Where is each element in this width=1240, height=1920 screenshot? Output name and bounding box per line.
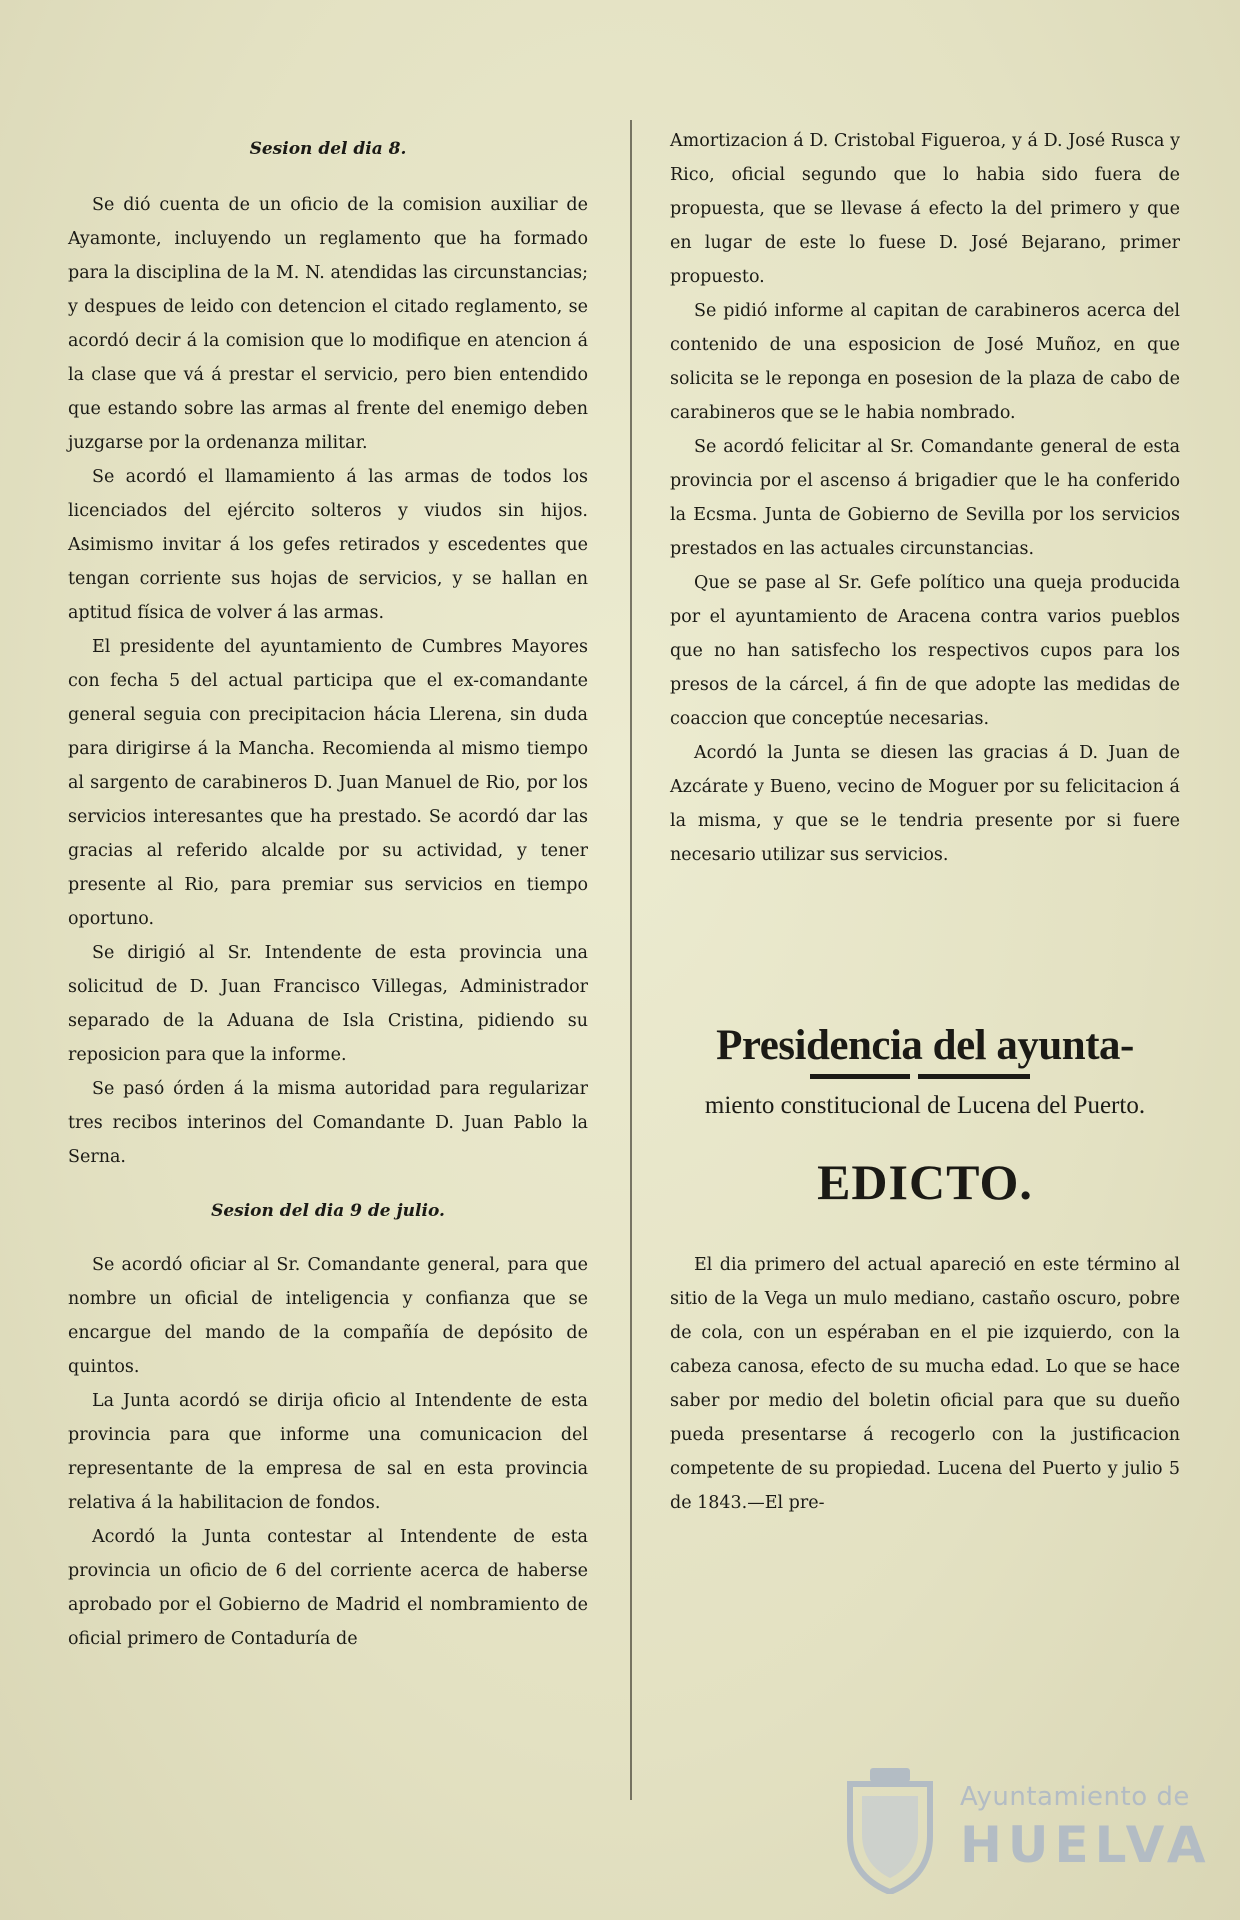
session-8-title: Sesion del dia 8. xyxy=(249,139,407,159)
presidencia-heading: Presidencia del ayunta- xyxy=(716,1022,1134,1069)
huelva-watermark xyxy=(840,1766,1220,1896)
paragraph: Acordó la Junta contestar al Intendente de esta provincia un oficio de 6 del corriente acerca de haberse aprobado por el Gobierno de Madrid el nombramiento de oficial primero de Contaduría de xyxy=(68,1527,588,1649)
paragraph: El presidente del ayuntamiento de Cumbres Mayores con fecha 5 del actual participa que el ex-comandante general seguia con precipitacion hácia Llerena, sin duda para dirigirse á la Mancha. Recomienda al mismo tiempo al sargento de carabineros D. Juan Manuel de Rio, por los servicios interesantes que ha prestado. Se acordó dar las gracias al referido alcalde por su actividad, y tener presente al Rio, para premiar sus servicios en tiempo oportuno. xyxy=(68,637,588,929)
ayuntamiento-subheading: miento constitucional de Lucena del Puerto. xyxy=(704,1092,1146,1119)
coat-of-arms-icon xyxy=(840,1766,940,1894)
paragraph: Se dirigió al Sr. Intendente de esta provincia una solicitud de D. Juan Francisco Villegas, Administrador separado de la Aduana de Isla Cristina, pidiendo su reposicion para que la informe. xyxy=(68,943,588,1065)
edict-title: EDICTO. xyxy=(817,1154,1033,1210)
column-divider xyxy=(630,120,632,1800)
paragraph: La Junta acordó se dirija oficio al Intendente de esta provincia para que informe una comunicacion del representante de la empresa de sal en esta provincia relativa á la habilitacion de fondos. xyxy=(68,1391,588,1513)
right-column xyxy=(670,0,1180,1920)
paragraph: Se acordó oficiar al Sr. Comandante general, para que nombre un oficial de inteligencia y confianza que se encargue del mando de la compañía de depósito de quintos. xyxy=(68,1255,588,1377)
watermark-line2: HUELVA xyxy=(960,1816,1212,1874)
paragraph: Se pasó órden á la misma autoridad para regularizar tres recibos interinos del Comandante D. Juan Pablo la Serna. xyxy=(68,1079,588,1167)
left-column xyxy=(68,0,588,1920)
paragraph: Se pidió informe al capitan de carabineros acerca del contenido de una esposicion de José Muñoz, en que solicita se le reponga en posesion de la plaza de cabo de carabineros que se le habia nombrado. xyxy=(670,301,1180,423)
section-rule xyxy=(810,1072,1030,1082)
edict-paragraph: El dia primero del actual apareció en este término al sitio de la Vega un mulo mediano, castaño oscuro, pobre de cola, con un espéraban en el pie izquierdo, con la cabeza canosa, efecto de su mucha edad. Lo que se hace saber por medio del boletin oficial para que su dueño pueda presentarse á recogerlo con la justificacion competente de su propiedad. Lucena del Puerto y julio 5 de 1843.—El pre- xyxy=(670,1255,1180,1513)
paragraph: Se acordó felicitar al Sr. Comandante general de esta provincia por el ascenso á brigadier que le ha conferido la Ecsma. Junta de Gobierno de Sevilla por los servicios prestados en las actuales circunstancias. xyxy=(670,437,1180,559)
paragraph: Acordó la Junta se diesen las gracias á D. Juan de Azcárate y Bueno, vecino de Moguer por su felicitacion á la misma, y que se le tendria presente por si fuere necesario utilizar sus servicios. xyxy=(670,743,1180,865)
paragraph: Se acordó el llamamiento á las armas de todos los licenciados del ejército solteros y viudos sin hijos. Asimismo invitar á los gefes retirados y escedentes que tengan corriente sus hojas de servicios, y se hallan en aptitud física de volver á las armas. xyxy=(68,467,588,623)
paragraph: Se dió cuenta de un oficio de la comision auxiliar de Ayamonte, incluyendo un reglamento que ha formado para la disciplina de la M. N. atendidas las circunstancias; y despues de leido con detencion el citado reglamento, se acordó decir á la comision que lo modifique en atencion á la clase que vá á prestar el servicio, pero bien entendido que estando sobre las armas al frente del enemigo deben juzgarse por la ordenanza militar. xyxy=(68,195,588,453)
paragraph: Que se pase al Sr. Gefe político una queja producida por el ayuntamiento de Aracena contra varios pueblos que no han satisfecho los respectivos cupos para los presos de la cárcel, á fin de que adopte las medidas de coaccion que conceptúe necesarias. xyxy=(670,573,1180,729)
paragraph: Amortizacion á D. Cristobal Figueroa, y á D. José Rusca y Rico, oficial segundo que lo habia sido fuera de propuesta, que se llevase á efecto la del primero y que en lugar de este lo fuese D. José Bejarano, primer propuesto. xyxy=(670,131,1180,287)
session-9-title: Sesion del dia 9 de julio. xyxy=(211,1201,445,1221)
watermark-line1: Ayuntamiento de xyxy=(960,1782,1190,1812)
